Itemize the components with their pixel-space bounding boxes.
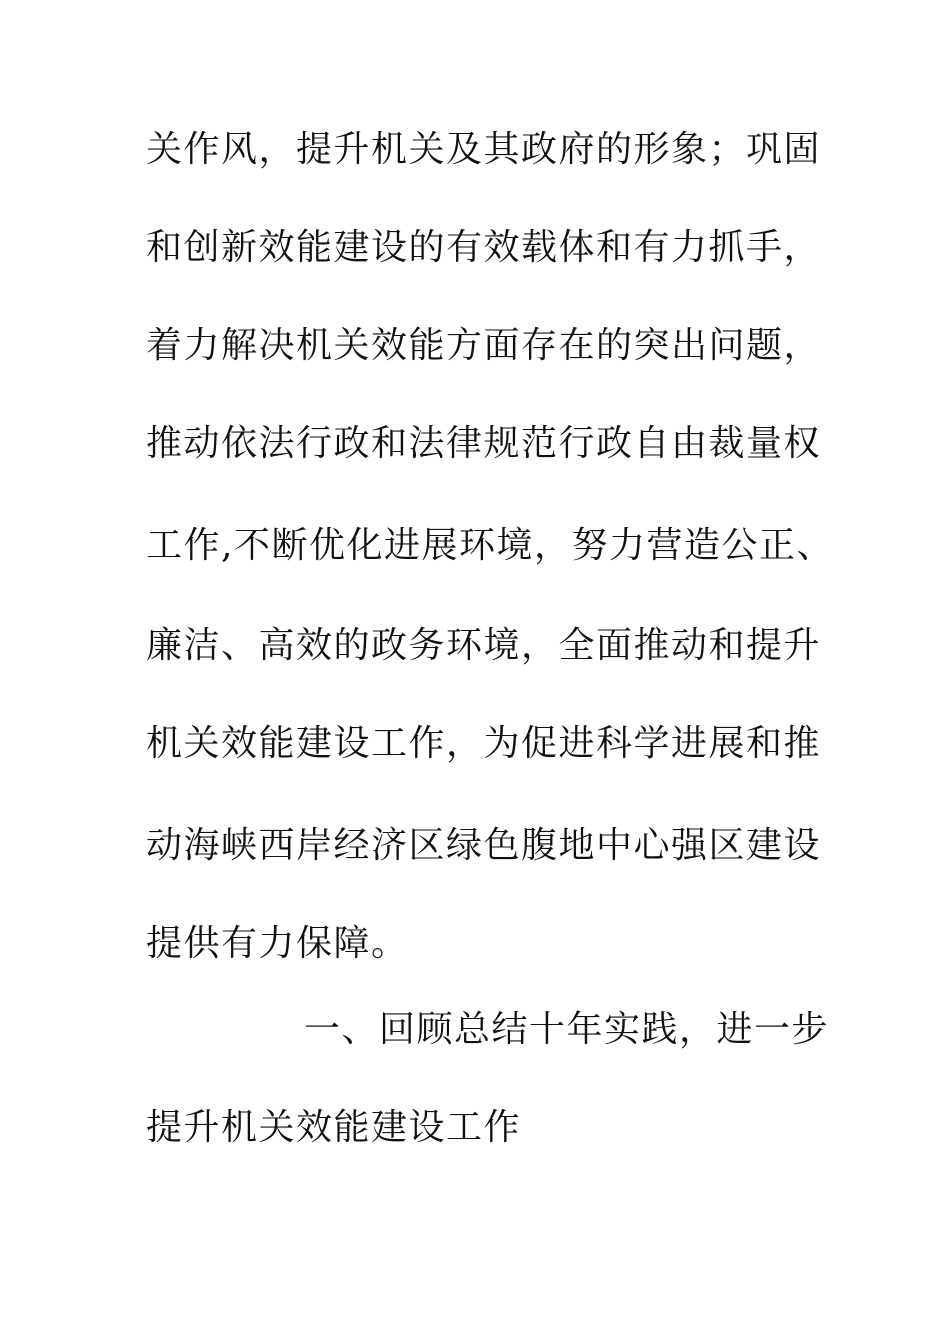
body-text-line: 廉洁、高效的政务环境，全面推动和提升 [146,625,822,666]
body-text-line: 机关效能建设工作，为促进科学进展和推 [146,723,822,764]
body-text-line: 提供有力保障。 [146,923,409,964]
body-text-line: 关作风，提升机关及其政府的形象；巩固 [146,129,822,170]
body-text-line: 和创新效能建设的有效载体和有力抓手， [146,227,822,268]
body-text-line: 着力解决机关效能方面存在的突出问题， [146,325,822,366]
section-heading-line-2: 提升机关效能建设工作 [146,1107,522,1148]
body-text-line: 工作,不断优化进展环境，努力营造公正、 [146,525,834,566]
section-heading-line-1: 一、回顾总结十年实践，进一步 [304,1009,830,1050]
body-text-line: 动海峡西岸经济区绿色腹地中心强区建设 [146,825,822,866]
body-text-line: 推动依法行政和法律规范行政自由裁量权 [146,423,822,464]
